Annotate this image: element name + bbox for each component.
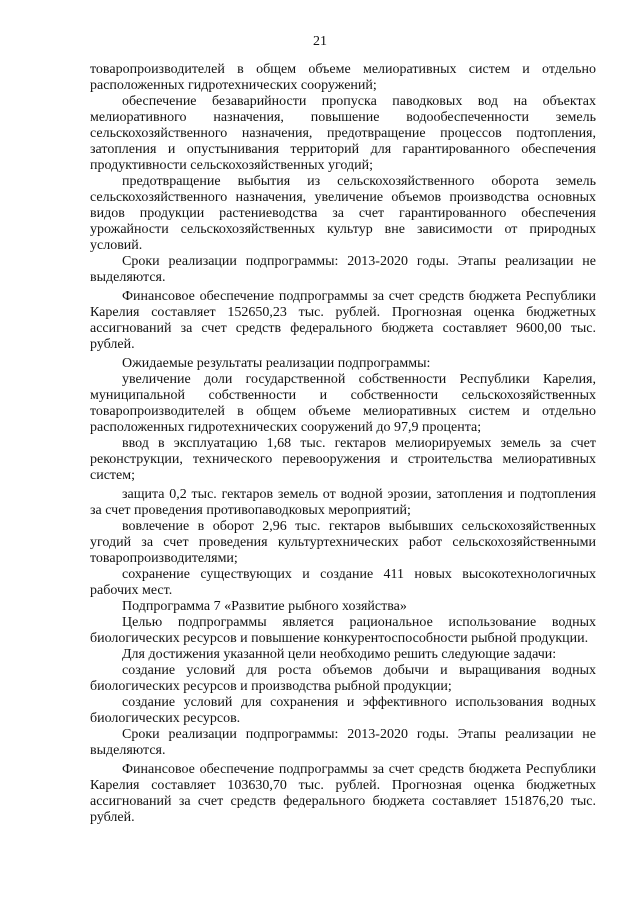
paragraph-14: Для достижения указанной цели необходимо решить следующие задачи: <box>122 647 557 662</box>
paragraph-10: вовлечение в оборот 2,96 тыс. гектаров выбывших сельскохозяйственных угодий за счет проведения культуртехнических работ сельскохозяйственными товаропроизводителями; <box>90 519 596 566</box>
paragraph-2: обеспечение безаварийности пропуска паводковых вод на объектах мелиоративного назначения, повышение водообеспеченности земель сельскохозяйственного назначения, предотвращение процессов подтопления, затопления и опустынивания территорий для гарантированного обеспечения продуктивности сельскохозяйственных угодий; <box>90 94 596 173</box>
paragraph-9: защита 0,2 тыс. гектаров земель от водной эрозии, затопления и подтопления за счет проведения противопаводковых мероприятий; <box>90 487 596 518</box>
paragraph-15: создание условий для роста объемов добычи и выращивания водных биологических ресурсов и производства рыбной продукции; <box>90 663 596 694</box>
document-body <box>90 62 596 826</box>
paragraph-13: Целью подпрограммы является рациональное использование водных биологических ресурсов и повышение конкурентоспособности рыбной продукции. <box>90 615 596 646</box>
paragraph-3: предотвращение выбытия из сельскохозяйственного оборота земель сельскохозяйственного назначения, увеличение объемов производства основных видов продукции растениеводства за счет гарантированного обеспечения урожайности сельскохозяйственных культур вне зависимости от природных условий. <box>90 174 596 253</box>
paragraph-11: сохранение существующих и создание 411 новых высокотехнологичных рабочих мест. <box>90 567 596 598</box>
paragraph-7: увеличение доли государственной собственности Республики Карелия, муниципальной собственности и собственности сельскохозяйственных товаропроизводителей в общем объеме мелиоративных систем и отдельно расположенных гидротехнических сооружений до 97,9 процента; <box>90 372 596 435</box>
paragraph-4: Сроки реализации подпрограммы: 2013-2020 годы. Этапы реализации не выделяются. <box>90 254 596 285</box>
paragraph-6: Ожидаемые результаты реализации подпрограммы: <box>122 356 431 371</box>
paragraph-8: ввод в эксплуатацию 1,68 тыс. гектаров мелиорируемых земель за счет реконструкции, технического перевооружения и строительства мелиоративных систем; <box>90 436 596 483</box>
paragraph-16: создание условий для сохранения и эффективного использования водных биологических ресурсов. <box>90 695 596 726</box>
paragraph-17: Сроки реализации подпрограммы: 2013-2020 годы. Этапы реализации не выделяются. <box>90 727 596 758</box>
subprogram-heading: Подпрограмма 7 «Развитие рыбного хозяйства» <box>122 599 407 614</box>
paragraph-5: Финансовое обеспечение подпрограммы за счет средств бюджета Республики Карелия составляет 152650,23 тыс. рублей. Прогнозная оценка бюджетных ассигнований за счет средств федерального бюджета составляет 9600,00 тыс. рублей. <box>90 289 596 352</box>
paragraph-18: Финансовое обеспечение подпрограммы за счет средств бюджета Республики Карелия составляет 103630,70 тыс. рублей. Прогнозная оценка бюджетных ассигнований за счет средств федерального бюджета составляет 151876,20 тыс. рублей. <box>90 762 596 825</box>
paragraph-1: товаропроизводителей в общем объеме мелиоративных систем и отдельно расположенных гидротехнических сооружений; <box>90 62 596 93</box>
page-number: 21 <box>313 34 327 49</box>
